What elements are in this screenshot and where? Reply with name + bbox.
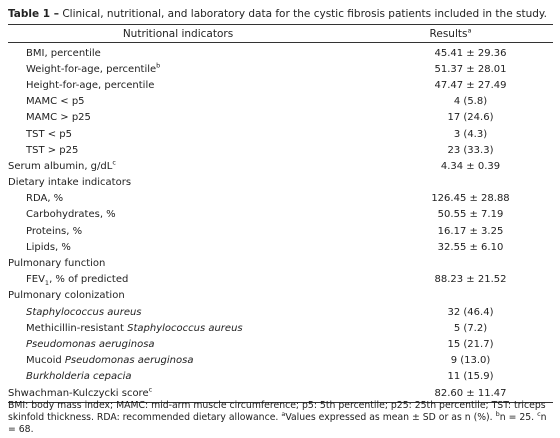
row-label (8, 193, 348, 204)
row-label-text: Staphylococcus aureus (26, 306, 142, 318)
row-label (8, 209, 348, 220)
table-row (8, 255, 553, 271)
row-value: 4.34 ± 0.39 (440, 160, 501, 172)
table-row (8, 94, 553, 110)
row-label-text: Dietary intake indicators (8, 177, 132, 189)
header-nutritional-indicators: Nutritional indicators (122, 27, 234, 40)
row-value: 47.47 ± 27.49 (434, 79, 507, 91)
caption-text: Clinical, nutritional, and laboratory data for the cystic fibrosis patients included in the study. (62, 8, 547, 20)
row-value: 16.17 ± 3.25 (437, 225, 504, 237)
row-label (8, 274, 348, 288)
header-results-sup: a (467, 26, 472, 34)
row-label-superscript: c (112, 158, 116, 167)
row-label-text: Mucoid (26, 355, 65, 367)
table-row (8, 288, 553, 304)
footnote-note-a: Values expressed as mean ± SD or as n (%). (285, 412, 496, 423)
row-label-text: TST < p5 (26, 128, 73, 140)
row-label (8, 177, 348, 188)
row-label-text: Methicillin-resistant (26, 322, 128, 334)
footnote-sup-c: c (537, 409, 541, 418)
header-results (348, 28, 553, 40)
table-row (8, 61, 553, 77)
row-label (8, 290, 348, 301)
row-label-organism: Staphylococcus aureus (127, 322, 243, 334)
row-value: 4 (5.8) (453, 96, 488, 108)
row-value: 88.23 ± 21.52 (434, 274, 507, 286)
row-label-text: BMI, percentile (26, 47, 101, 59)
row-label-suffix: , % of predicted (49, 274, 129, 286)
table-row (8, 191, 553, 207)
table-row (8, 272, 553, 288)
table-row (8, 126, 553, 142)
footnote-note-c: n = 68. (8, 412, 547, 435)
row-label (8, 112, 348, 123)
row-value: 23 (33.3) (447, 144, 494, 156)
row-value: 5 (7.2) (453, 322, 488, 334)
row-label (8, 80, 348, 91)
row-value: 11 (15.9) (447, 371, 494, 383)
row-label-text: Shwachman-Kulczycki score (8, 387, 149, 399)
row-label-text: Pulmonary colonization (8, 290, 125, 302)
row-label (8, 61, 348, 75)
row-label (8, 339, 348, 350)
row-label-superscript: b (156, 61, 161, 70)
table-row (8, 320, 553, 336)
caption-lead: Table 1 – (8, 8, 59, 20)
table-row (8, 207, 553, 223)
row-label (8, 226, 348, 237)
table-row (8, 369, 553, 385)
row-label-text: FEV (26, 274, 45, 286)
row-label-subscript: 1 (44, 279, 50, 288)
footnote-abbrev: skinfold thickness. RDA: recommended dietary allowance. (8, 412, 282, 423)
table-row (8, 353, 553, 369)
row-label-text: Pulmonary function (8, 258, 106, 270)
table-row (8, 223, 553, 239)
row-label (8, 258, 348, 269)
row-value: 17 (24.6) (447, 112, 494, 124)
row-label (8, 307, 348, 318)
table-row (8, 336, 553, 352)
row-label-text: Height-for-age, percentile (26, 79, 155, 91)
table-caption (8, 8, 553, 21)
row-label-text: Burkholderia cepacia (26, 371, 132, 383)
table-row (8, 110, 553, 126)
row-value: 126.45 ± 28.88 (431, 193, 510, 205)
footnote-sup-a: a (281, 409, 286, 418)
row-label-text: MAMC < p5 (26, 96, 85, 108)
table-footnote (8, 400, 556, 436)
row-value: 32 (46.4) (447, 306, 494, 318)
table-row (8, 158, 553, 174)
row-value: 82.60 ± 11.47 (434, 387, 507, 399)
row-label (8, 96, 348, 107)
table-row (8, 239, 553, 255)
table-row (8, 77, 553, 93)
table-row (8, 175, 553, 191)
table-row (8, 304, 553, 320)
row-value: 32.55 ± 6.10 (437, 241, 504, 253)
row-label-text: Proteins, % (26, 225, 83, 237)
row-value: 9 (13.0) (450, 355, 491, 367)
row-label (8, 158, 348, 172)
header-results-label: Results (429, 27, 468, 40)
data-table (8, 24, 553, 403)
row-label (8, 242, 348, 253)
table-header (8, 25, 553, 43)
row-label-text: Weight-for-age, percentile (26, 63, 157, 75)
row-label-text: Lipids, % (26, 241, 71, 253)
row-value: 50.55 ± 7.19 (437, 209, 504, 221)
row-label-text: RDA, % (26, 193, 64, 205)
row-label (8, 371, 348, 382)
table-body (8, 43, 553, 403)
row-label (8, 48, 348, 59)
row-label (8, 129, 348, 140)
row-value: 3 (4.3) (453, 128, 488, 140)
row-label-text: Carbohydrates, % (26, 209, 116, 221)
row-label (8, 323, 348, 334)
row-label-text: Serum albumin, g/dL (8, 160, 113, 172)
row-label-text: Pseudomonas aeruginosa (26, 338, 155, 350)
footnote-line-1: BMI: body mass index; MAMC: mid-arm muscle circumference; p5: 5th percentile; p25: 25th percentile; TST: triceps (8, 400, 546, 411)
footnote-line-2 (8, 409, 556, 436)
table-row (8, 142, 553, 158)
row-value: 45.41 ± 29.36 (434, 47, 507, 59)
row-label (8, 355, 348, 366)
row-label (8, 145, 348, 156)
row-value: 15 (21.7) (447, 338, 494, 350)
row-label-text: MAMC > p25 (26, 112, 91, 124)
row-label-organism: Pseudomonas aeruginosa (64, 355, 194, 367)
footnote-sup-b: b (495, 409, 500, 418)
footnote-note-b: n = 25. (499, 412, 538, 423)
table-row (8, 45, 553, 61)
row-label (8, 385, 348, 399)
table-row (8, 385, 553, 401)
row-value: 51.37 ± 28.01 (434, 63, 507, 75)
row-label-text: TST > p25 (26, 144, 79, 156)
row-label-superscript: c (148, 385, 153, 394)
